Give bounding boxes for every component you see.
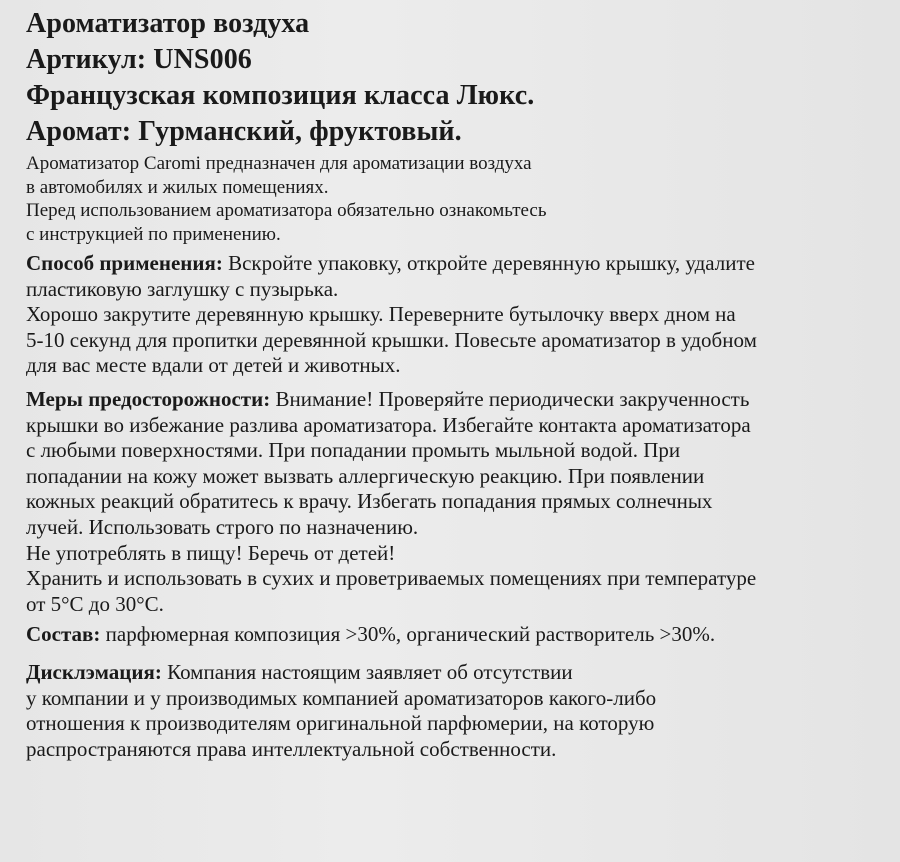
composition-title: Состав: [26,622,101,647]
composition-section [26,622,888,648]
disclaimer-title: Дисклэмация: [26,659,162,684]
disclaimer-line: у компании и у производимых компанией ароматизаторов какого-либо [26,685,657,710]
precautions-line: Хранить и использовать в сухих и проветриваемых помещениях при температуре [26,566,757,591]
disclaimer-line: распространяются права интеллектуальной собственности. [26,736,557,761]
disclaimer-line [26,660,888,686]
precautions-line: с любыми поверхностями. При попадании промыть мыльной водой. При [26,438,681,463]
usage-line: для вас месте вдали от детей и животных. [26,353,401,378]
product-name: Ароматизатор воздуха [26,8,310,39]
precautions-line [26,387,888,413]
precautions-line: кожных реакций обратитесь к врачу. Избегать попадания прямых солнечных [26,489,713,514]
intro-line: Перед использованием ароматизатора обязательно ознакомьтесь [26,200,547,221]
intro-line: в автомобилях и жилых помещениях. [26,176,329,198]
composition-text: парфюмерная композиция >30%, органический растворитель >30%. [100,622,716,647]
precautions-line: Не употреблять в пищу! Беречь от детей! [26,540,396,565]
composition-line [26,622,888,648]
precautions-line: крышки во избежание разлива ароматизатора. Избегайте контакта ароматизатора [26,412,751,437]
precautions-section [26,387,888,617]
precautions-title: Меры предосторожности: [26,386,271,411]
precautions-line: лучей. Использовать строго по назначению. [26,514,419,539]
precautions-line: от 5°C до 30°C. [26,591,164,616]
intro-line: с инструкцией по применению. [26,223,281,245]
usage-line: Хорошо закрутите деревянную крышку. Переверните бутылочку вверх дном на [26,302,736,327]
intro-line: Ароматизатор Caromi предназначен для ароматизации воздуха [26,153,532,174]
precautions-line: попадании на кожу может вызвать аллергическую реакцию. При появлении [26,463,705,488]
article-number: Артикул: UNS006 [26,44,252,75]
disclaimer-line: отношения к производителям оригинальной парфюмерии, на которую [26,711,655,736]
usage-title: Способ применения: [26,251,223,275]
usage-section [26,251,888,379]
aroma-description: Аромат: Гурманский, фруктовый. [26,116,462,147]
usage-line [26,251,888,277]
composition-class: Французская композиция класса Люкс. [26,80,535,111]
usage-text: Вскройте упаковку, откройте деревянную крышку, удалите [222,251,756,275]
precautions-text: Внимание! Проверяйте периодически закрученность [270,386,750,411]
disclaimer-section [26,660,888,762]
intro-block [26,152,888,246]
usage-line: пластиковую заглушку с пузырька. [26,276,339,301]
usage-line: 5-10 секунд для пропитки деревянной крышки. Повесьте ароматизатор в удобном [26,327,757,352]
disclaimer-text: Компания настоящим заявляет об отсутствии [161,659,573,684]
